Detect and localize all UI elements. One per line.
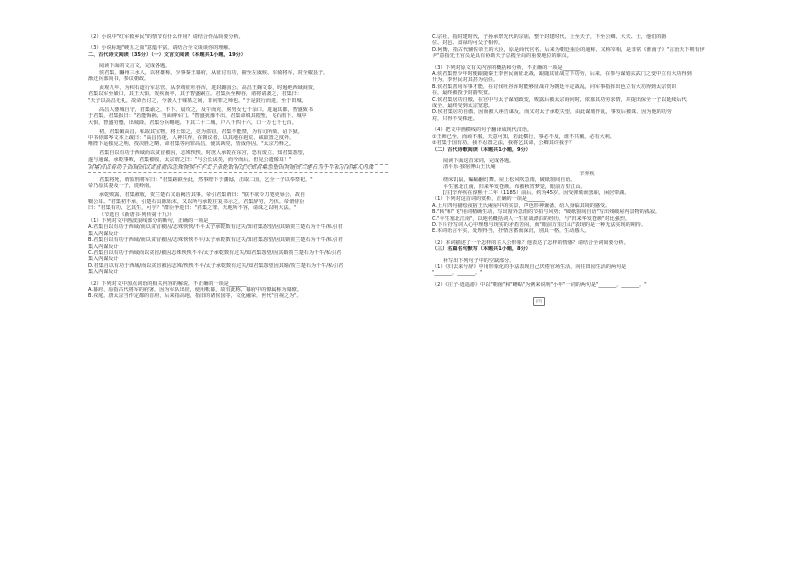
- text-line: 曰："君集有功，乞其生，可乎？"群臣争进曰："君集之罪，天地所不容，请诛之以明大法。": [88, 205, 297, 212]
- right-column: [432, 34, 742, 534]
- text-line: B.侯君集善用军事才能，在讨伐吐谷浑时能够征战并为朝廷平定战乱，同军事指挥出色立有大功得到太宗赏识: [432, 83, 677, 90]
- author-seal-mark: [印]: [533, 297, 545, 306]
- text-line: D.阿衡，指古代辅佐帝王的大臣，原是商代官名，后来为朝廷重臣的通称，又称宰相，是非常《淮南子》"言治天下则有伊: [432, 46, 705, 53]
- text-line: B.君集自以有功于西域/而以贪冒被囚/志殊怏怏不平/太子承乾数有过失/知君集怨望/因其婿贺兰楚石为千牛/私引君: [88, 237, 343, 244]
- text-line: 君集自以有功于西域而以贪冒被囚，志殊怏怏。时庶人承乾在东宫，恐有废立，知君集怨望，: [99, 150, 308, 157]
- text-line: 升为，李世民对其甚为信任。: [432, 77, 499, 84]
- text-line: 于君集，君集报曰："若能悔祸，当面缚军门。"智盛犹豫不出，君集命填其隍堑，飞石雨下，城中: [88, 113, 307, 120]
- left-column: [88, 34, 388, 534]
- text-line: （1）下列对这首词的赏析，正确的一项是_______: [432, 196, 545, 203]
- text-line: B."转"和"飞"用词精确生动，写出窗外急雨的节拍与风势；"破纸窗间自语"写出残破屋内景物的孤寂。: [432, 209, 661, 216]
- text-line: 君集以军至碛口，其王大惧，发疾而卒，其子智盛嗣立。君集兵至柳谷，诸将请袭之，君集曰：: [88, 91, 302, 98]
- text-line: 集入内谋反计: [88, 230, 119, 237]
- text-line: B.戎庭，唐太宗当作定都的首府，后来指高地，指旧的诸侯国等，文化融荣，世代"自视之为"。: [88, 293, 302, 300]
- text-line: D.君集自以有功于西域/而以贪冒被囚志殊/怏怏不平/太子承乾数有过失/知君集怨望因其婿/贺兰楚石为千牛/私引君: [88, 262, 344, 269]
- text-line: 渐迁兵部尚书，参议朝政。: [88, 76, 150, 83]
- text-line: 初，君集破高昌，私取其宝物，将士知之，竞为盗窃，君集不能禁，为有司所劾，诏下狱。: [99, 128, 303, 135]
- text-line: （二）古代诗歌阅读（本题共1小题，9分）: [432, 146, 531, 153]
- text-line: 唯陛下运独见之明，授决胜之略，命君集等问罪高昌，使其凶党，皆成俘囚。"太宗乃释之。: [88, 141, 295, 148]
- text-line: A.幕府，原指古代将军的府署，因为军队出征，使用帐幕，故有此称，幕府中的僚属称为幕僚。: [88, 286, 302, 293]
- text-line: ①王师已至，而顽不服，天意可知，若此横行，事必不及，谁不共戴，必有大利。: [432, 133, 615, 140]
- text-line: （2）小说中"红军救乡民"的情节有什么作用？请结合作品简要分析。: [88, 34, 244, 40]
- text-line: （3）小说标题"硬五之血"意蕴丰富，请结合全文谈谈你的理解。: [88, 45, 234, 52]
- text-line: 二、古代诗文阅读（35分）（一）文言文阅读（本题共1小题，19分）: [88, 51, 246, 58]
- text-line: （4）把文中画横线的句子翻译成现代汉语。: [432, 127, 533, 134]
- text-line: 集入内谋反计: [88, 256, 119, 263]
- text-line: C.侯君集居功自傲，在宫中与太子谋划政变，败露后被太宗询问时，依靠其功劳求情，并提出保全一子以延续后代: [432, 96, 687, 103]
- text-line: "天子以高昌无礼，故命吾讨之，今袭人于墟墓之间，非问罪之师也。"于是鼓行而进，至于田城。: [88, 97, 307, 104]
- text-line: 辛弃疾: [579, 170, 595, 177]
- text-line: （2）《庄子·逍遥游》中以"朝菌"和"蟪蛄"为例来说明"小年"一词的两句是"_______，_______。": [432, 281, 647, 288]
- text-line: 大惧，智盛穷蹙，出城降。君集分兵略地，下其二十二城，户八千四十六，口一万七千七百。: [88, 119, 297, 126]
- text-line: 侯君集，豳州三水人，以材雄称。少事秦王幕府，从征讨有功，擢至左虞候、车骑将军，封全椒县子。: [99, 69, 329, 76]
- text-line: C.君集自以有功于西域而以贪冒/被囚志殊怏怏不平/太子承乾数有过失/知君集怨望/因其婿贺兰楚石为千牛/私引君: [88, 249, 342, 256]
- text-line: ②君集于国有功，我不忍置之法，我将乞其命，公卿其许我乎？: [432, 140, 575, 147]
- text-line: 集入内谋反计: [88, 243, 119, 250]
- text-line: C.宗社，指封建时代，子孙承祭先代的宗庙，整个封建时代，上至天子，下至公卿、大夫、士，他们的爵: [432, 34, 667, 40]
- text-line: 帝乃原其妻及一子，徙岭南。: [88, 183, 155, 190]
- text-line: 阅读下面这首宋词，完成各题。: [443, 157, 515, 164]
- text-line: 对，只得不受株连。: [432, 115, 478, 122]
- text-line: 位、封邑、食禄均可父子相传。: [432, 40, 504, 47]
- text-line: 绕床饥鼠，蝙蝠翻灯舞。屋上松风吹急雨，破纸窗间自语。: [443, 177, 576, 184]
- text-line: （1）《归去来兮辞》中用形象化的手法表现自己厌倦官场生活，向往田园生活的两句是: [432, 264, 627, 270]
- text-line: 平生塞北江南，归来华发苍颜。布被秋宵梦觉，眼前万里江山。: [443, 183, 586, 190]
- wavy-underlined-passage: 君集自以有功于西域而以贪冒被囚志殊怏怏不平太子承乾数有过失知君集怨望因其婿贺兰楚石为千牛私引君集入内谋: [88, 164, 388, 173]
- text-line: （2）本词描述了一个怎样的主人公形象？他表达了怎样的情感？请结合全词简要分析。: [432, 239, 629, 246]
- text-line: （节选自《新唐书·列传第十九》）: [99, 211, 175, 218]
- text-line: （3）下列对原文有关内容的概括和分析，不正确的一项是_______: [432, 64, 581, 71]
- text-line: 补写出下列句子中的空缺部分。: [443, 257, 515, 264]
- text-line: [注]辛弃疾在淳熙十二年（1185）前后，约为45岁，因受弹劾而罢职，闲居带湖。: [443, 189, 630, 196]
- text-line: 中书侍郎岑文本上疏曰："高昌昏迷，人神共弃，在朝议者，以其地在遐荒，咸欲置之度外。: [88, 135, 295, 142]
- text-line: A.君集自以有功于西域/而以贪冒被囚/志殊怏怏/不平太子承乾数有过失/知君集怨望/因其婿贺兰楚石为千牛/私引君: [88, 224, 343, 231]
- text-line: C."平生塞北江南"，以地名概括词人一生征战漂泊的经历，与"归来华发苍颜"对比强烈。: [432, 215, 630, 222]
- text-line: 鞫公耳。"君集初不承，引楚石具陈始末，又以所与承乾往复书示之，君集辞穷，乃伏。帝谓侍臣: [88, 198, 305, 205]
- text-line: A.侯君集曾少年时便跟随秦王李世民南征北战，跟随其征战立下功劳，后来，在参与谋划玄武门之变中立有大功得到: [432, 71, 692, 78]
- text-line: 清平乐·独宿博山王氏庵: [443, 164, 496, 171]
- text-line: D.侯君集居功自傲，因而被人诬告谋反，而又对太子承乾失望，由此谋划作乱，事发后被诛，因为他的功劳: [432, 109, 672, 116]
- text-line: 集入内谋反计: [88, 269, 119, 276]
- text-line: （2）下列对文中加点词语的相关内容的解说，不正确的一项是_______: [88, 280, 247, 287]
- text-line: A.上片四句描绘夜宿王氏庵屋中的实景，声色形神兼备，给人身临其境的感受。: [432, 202, 611, 209]
- text-line: （三）名篇名句默写（本题共1小题，8分）: [432, 246, 531, 253]
- text-line: 成全，最终受到太宗宽恕。: [432, 103, 494, 110]
- text-line: 尹"意指先王官员是具有协助天子总揽全局的重要地位的职员。: [432, 53, 572, 60]
- text-line: 贞观九年，为积石道行军总管，从李靖征吐谷浑，进封潞国公。高昌王麹文泰，时遏绝西域商贾，: [99, 85, 319, 92]
- text-line: E.本词语言平实，处理得当，抒情含蓄而深沉，别具一格，生动感人。: [432, 228, 590, 235]
- text-line: "_______，_______。": [432, 270, 483, 277]
- text-line: 君集将死，谓监刑将军曰："君集蹉跌至此，然事陛下于藩邸，击取二国，乞全一子以奉祭祀。": [99, 176, 313, 183]
- text-line: 承乾败露，君集被收，贺兰楚石又诣阙告其事。帝引君集谓曰："朕不欲令刀笔吏辱公，故自: [99, 192, 306, 199]
- text-line: 高昌人婴城自守，君集谕之，不下。晨攻之，及午而克，虏男女七千余口。进逼其都，智盛致书: [99, 106, 313, 113]
- text-line: 在，最终被授予封爵奖赏。: [432, 90, 494, 97]
- text-line: 阅读下面的文言文，完成各题。: [99, 63, 171, 70]
- text-line: 遂与通谋。承乾事败，君集被收，太宗谓之曰："与公长诀矣，而今而后，但见公遗像耳！": [88, 156, 292, 163]
- text-line: （1）下列对文中画波浪线部分的断句，正确的一项是_______: [88, 217, 227, 224]
- text-line: D.下片抒写词人心中理想与现实的矛盾苦闷，而"眼前万里江山"表现的是一种无法实现的期待。: [432, 221, 646, 228]
